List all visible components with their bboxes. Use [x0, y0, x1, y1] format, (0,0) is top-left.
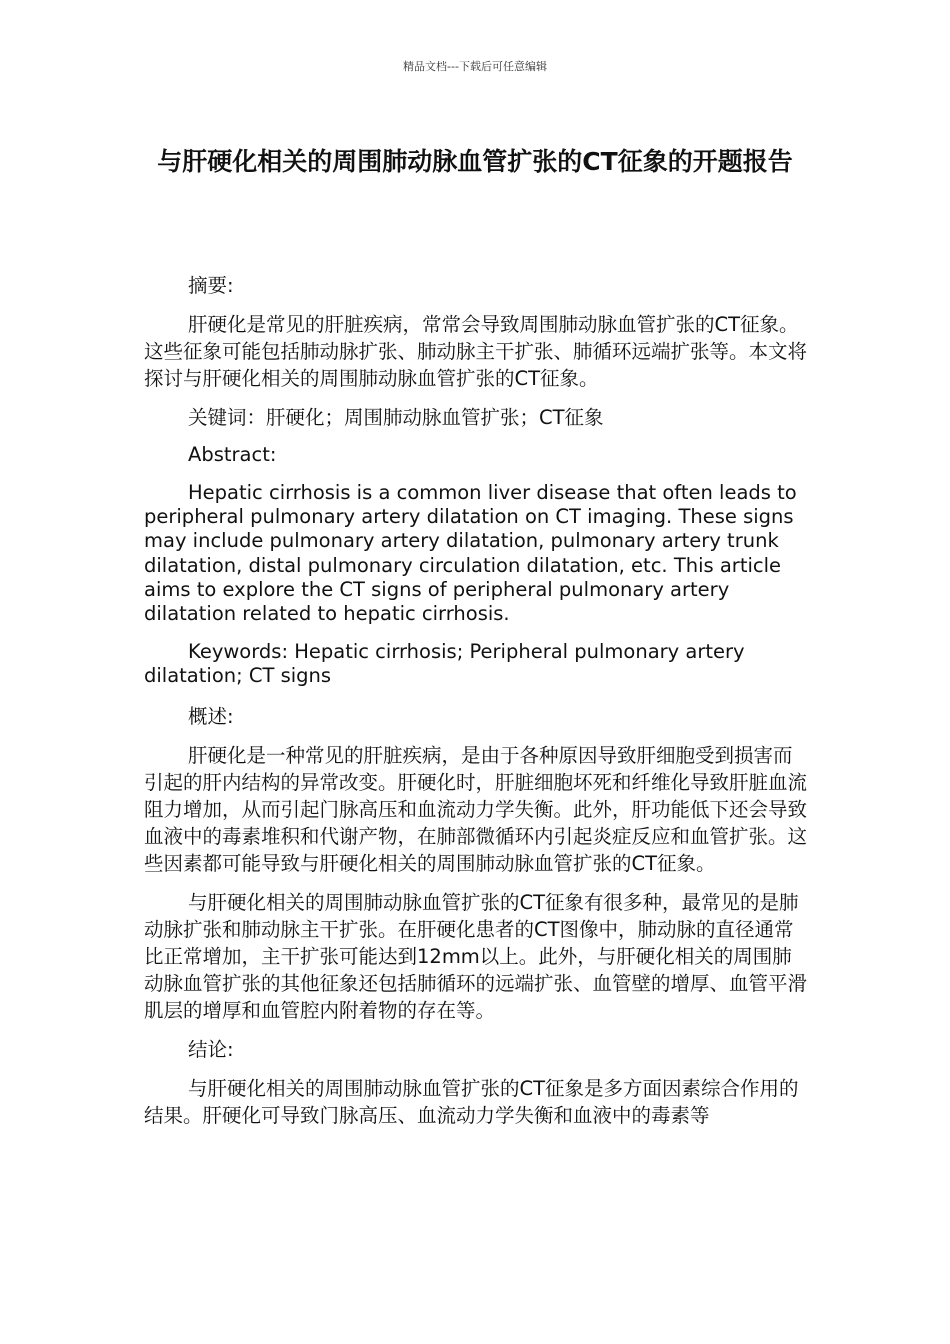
header-note: 精品文档---下载后可任意编辑	[403, 60, 547, 73]
overview-paragraph-1: 肝硬化是一种常见的肝脏疾病，是由于各种原因导致肝细胞受到损害而引起的肝内结构的异常改变。肝硬化时，肝脏细胞坏死和纤维化导致肝脏血流阻力增加，从而引起门脉高压和血流动力学失衡。此外，肝功能低下还会导致血液中的毒素堆积和代谢产物，在肺部微循环内引起炎症反应和血管扩张。这些因素都可能导致与肝硬化相关的周围肺动脉血管扩张的CT征象。	[144, 743, 808, 875]
conclusion-paragraph: 与肝硬化相关的周围肺动脉血管扩张的CT征象是多方面因素综合作用的结果。肝硬化可导致门脉高压、血流动力学失衡和血液中的毒素等	[144, 1076, 799, 1127]
overview-heading: 概述:	[188, 704, 234, 728]
abstract-en-paragraph: Hepatic cirrhosis is a common liver disease that often leads to peripheral pulmonary artery dilatation on CT imaging. These signs may include pulmonary artery dilatation, pulmonary artery trunk dilatation, distal pulmonary circulation dilatation, etc. This article aims to explore the CT signs of peripheral pulmonary artery dilatation related to hepatic cirrhosis.	[144, 481, 797, 626]
document-body	[144, 272, 808, 1141]
keywords-en: Keywords: Hepatic cirrhosis; Peripheral pulmonary artery dilatation; CT signs	[144, 640, 745, 688]
document-title: 与肝硬化相关的周围肺动脉血管扩张的CT征象的开题报告	[157, 147, 793, 176]
abstract-cn-paragraph: 肝硬化是常见的肝脏疾病，常常会导致周围肺动脉血管扩张的CT征象。这些征象可能包括肺动脉扩张、肺动脉主干扩张、肺循环远端扩张等。本文将探讨与肝硬化相关的周围肺动脉血管扩张的CT征象。	[144, 313, 808, 390]
conclusion-heading: 结论:	[188, 1037, 234, 1061]
keywords-cn: 关键词：肝硬化；周围肺动脉血管扩张；CT征象	[188, 406, 604, 429]
overview-paragraph-2: 与肝硬化相关的周围肺动脉血管扩张的CT征象有很多种，最常见的是肺动脉扩张和肺动脉主干扩张。在肝硬化患者的CT图像中，肺动脉的直径通常比正常增加，主干扩张可能达到12mm以上。此外，与肝硬化相关的周围肺动脉血管扩张的其他征象还包括肺循环的远端扩张、血管壁的增厚、血管平滑肌层的增厚和血管腔内附着物的存在等。	[144, 890, 808, 1022]
abstract-en-heading: Abstract:	[188, 443, 277, 466]
abstract-cn-heading: 摘要:	[188, 274, 234, 297]
